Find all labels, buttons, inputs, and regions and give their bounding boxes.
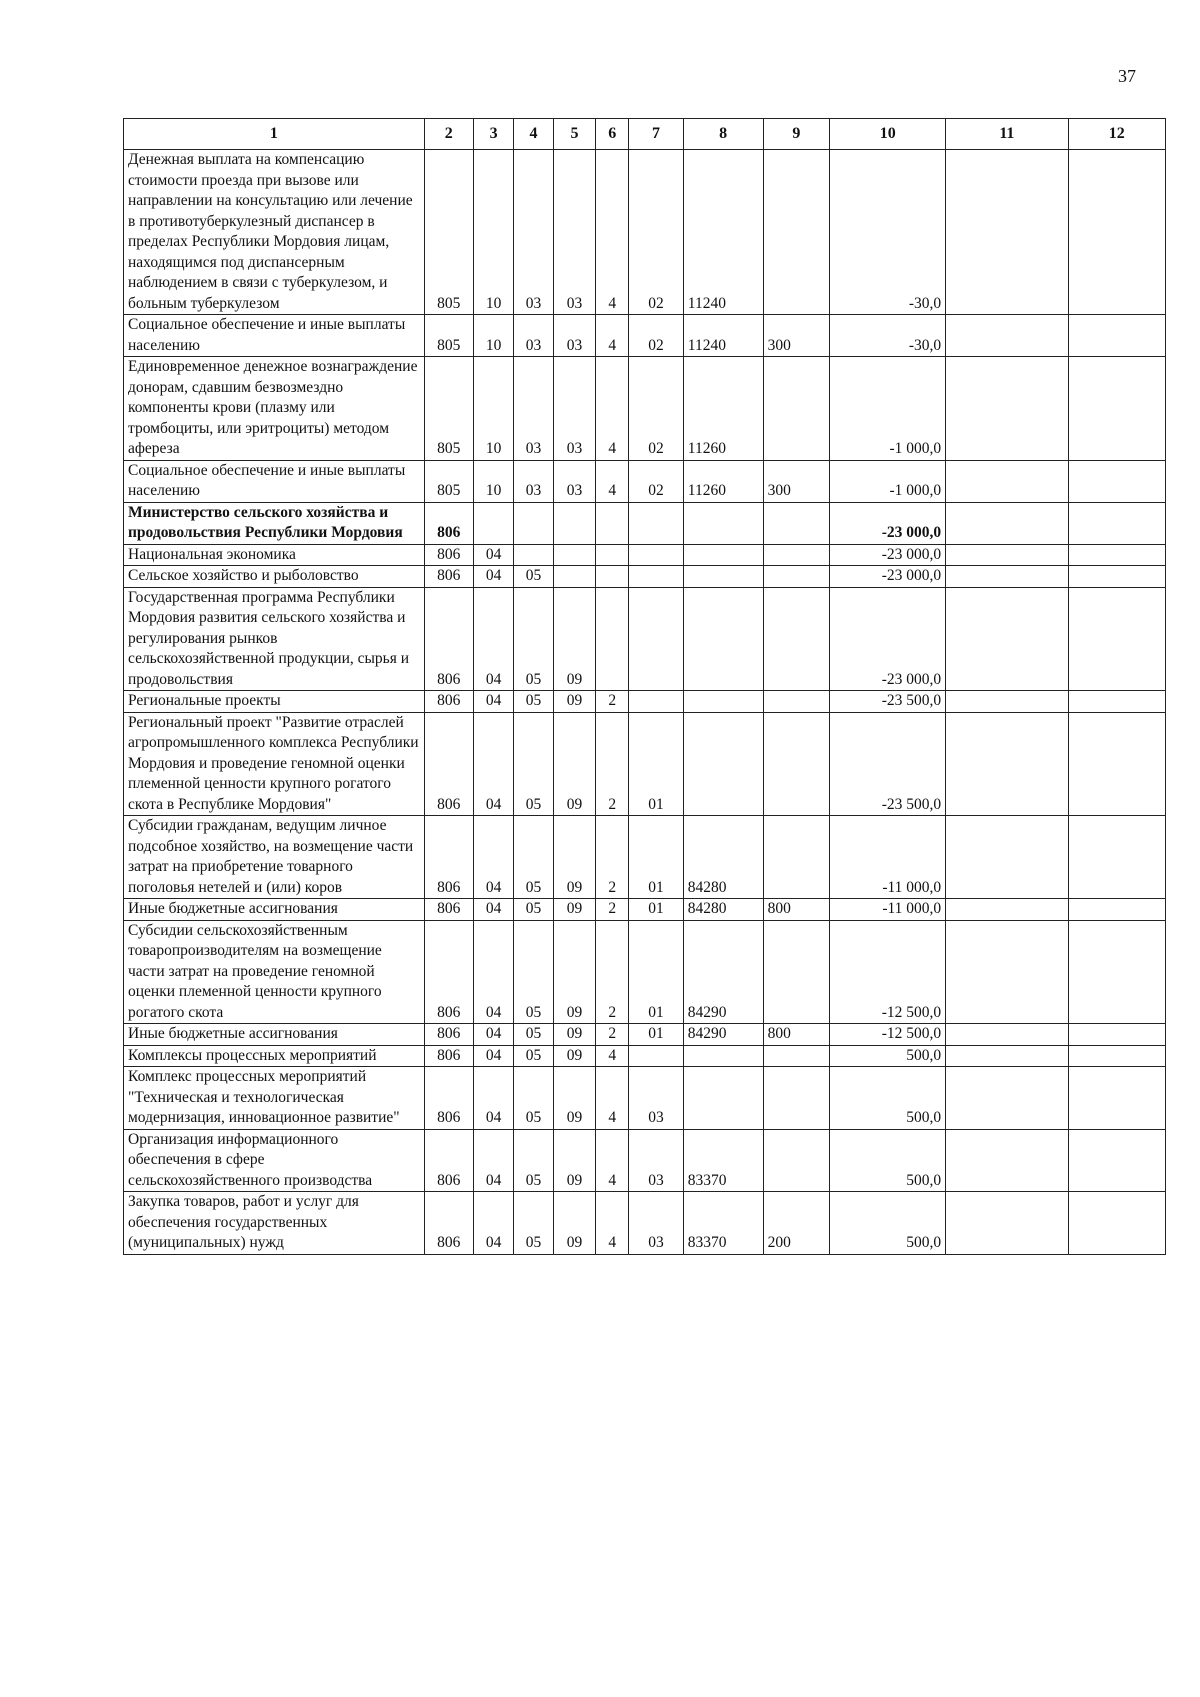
col12-cell xyxy=(1068,1045,1165,1067)
amount-cell: 500,0 xyxy=(830,1192,946,1255)
col11-cell xyxy=(946,1024,1068,1046)
col12-cell xyxy=(1068,899,1165,921)
code-pr: 05 xyxy=(514,587,553,691)
code-rz: 10 xyxy=(473,357,513,461)
code-gr: 805 xyxy=(424,150,473,315)
code-rz: 10 xyxy=(473,315,513,357)
amount-cell: -23 000,0 xyxy=(830,587,946,691)
code-pr: 05 xyxy=(514,566,553,588)
code-rz: 04 xyxy=(473,816,513,899)
table-row xyxy=(124,587,1166,691)
code-event: 01 xyxy=(629,712,684,816)
code-rz xyxy=(473,502,513,544)
code-rz: 04 xyxy=(473,920,513,1024)
code-subprogram xyxy=(596,502,629,544)
code-subprogram: 2 xyxy=(596,816,629,899)
item-name: Денежная выплата на компенсацию стоимости проезда при вызове или направлении на консультацию или лечение в противотуберкулезный диспансер в пределах Республики Мордовия лицам, находящимся под диспансерным наблюдением в связи с туберкулезом, и больным туберкулезом xyxy=(124,150,425,315)
col11-cell xyxy=(946,460,1068,502)
item-name: Закупка товаров, работ и услуг для обеспечения государственных (муниципальных) нужд xyxy=(124,1192,425,1255)
col11-cell xyxy=(946,899,1068,921)
amount-cell: -23 500,0 xyxy=(830,712,946,816)
col11-cell xyxy=(946,816,1068,899)
col12-cell xyxy=(1068,712,1165,816)
item-name: Субсидии гражданам, ведущим личное подсобное хозяйство, на возмещение части затрат на приобретение товарного поголовья нетелей и (или) коров xyxy=(124,816,425,899)
amount-cell: -23 000,0 xyxy=(830,566,946,588)
code-rz: 04 xyxy=(473,712,513,816)
code-subprogram: 4 xyxy=(596,357,629,461)
code-expense-type xyxy=(763,357,830,461)
code-program: 03 xyxy=(553,357,596,461)
code-gr: 806 xyxy=(424,691,473,713)
col12-cell xyxy=(1068,1024,1165,1046)
item-name: Министерство сельского хозяйства и продовольствия Республики Мордовия xyxy=(124,502,425,544)
code-gr: 806 xyxy=(424,920,473,1024)
col12-cell xyxy=(1068,357,1165,461)
col12-cell xyxy=(1068,460,1165,502)
header-cell: 1 xyxy=(124,119,425,150)
amount-cell: 500,0 xyxy=(830,1045,946,1067)
code-direction xyxy=(683,691,763,713)
item-name: Субсидии сельскохозяйственным товаропроизводителям на возмещение части затрат на проведение геномной оценки племенной ценности крупного рогатого скота xyxy=(124,920,425,1024)
amount-cell: -1 000,0 xyxy=(830,460,946,502)
code-expense-type xyxy=(763,150,830,315)
code-expense-type xyxy=(763,920,830,1024)
code-expense-type xyxy=(763,566,830,588)
code-pr xyxy=(514,502,553,544)
table-row xyxy=(124,920,1166,1024)
header-cell: 5 xyxy=(553,119,596,150)
code-event: 03 xyxy=(629,1129,684,1192)
amount-cell: -1 000,0 xyxy=(830,357,946,461)
code-pr: 05 xyxy=(514,712,553,816)
code-rz: 10 xyxy=(473,460,513,502)
header-cell: 3 xyxy=(473,119,513,150)
code-program: 09 xyxy=(553,920,596,1024)
code-pr: 05 xyxy=(514,1024,553,1046)
code-subprogram: 4 xyxy=(596,1129,629,1192)
table-row xyxy=(124,357,1166,461)
item-name: Сельское хозяйство и рыболовство xyxy=(124,566,425,588)
item-name: Региональные проекты xyxy=(124,691,425,713)
code-gr: 806 xyxy=(424,899,473,921)
item-name: Социальное обеспечение и иные выплаты населению xyxy=(124,460,425,502)
code-pr: 05 xyxy=(514,1067,553,1130)
code-event: 01 xyxy=(629,899,684,921)
code-gr: 806 xyxy=(424,587,473,691)
code-subprogram: 2 xyxy=(596,920,629,1024)
code-subprogram: 2 xyxy=(596,712,629,816)
table-row xyxy=(124,566,1166,588)
col11-cell xyxy=(946,712,1068,816)
col11-cell xyxy=(946,920,1068,1024)
code-gr: 805 xyxy=(424,460,473,502)
code-direction: 83370 xyxy=(683,1192,763,1255)
table-row xyxy=(124,315,1166,357)
code-rz: 04 xyxy=(473,566,513,588)
code-direction: 11240 xyxy=(683,315,763,357)
col11-cell xyxy=(946,587,1068,691)
code-event: 02 xyxy=(629,315,684,357)
code-subprogram xyxy=(596,566,629,588)
header-cell: 12 xyxy=(1068,119,1165,150)
code-rz: 04 xyxy=(473,899,513,921)
header-cell: 7 xyxy=(629,119,684,150)
code-expense-type: 200 xyxy=(763,1192,830,1255)
code-rz: 04 xyxy=(473,1192,513,1255)
code-direction xyxy=(683,544,763,566)
amount-cell: -12 500,0 xyxy=(830,920,946,1024)
table-row xyxy=(124,712,1166,816)
code-subprogram: 4 xyxy=(596,315,629,357)
code-expense-type xyxy=(763,587,830,691)
table-row xyxy=(124,502,1166,544)
item-name: Единовременное денежное вознаграждение донорам, сдавшим безвозмездно компоненты крови (плазму или тромбоциты, или эритроциты) методом афереза xyxy=(124,357,425,461)
code-direction xyxy=(683,1067,763,1130)
col11-cell xyxy=(946,1192,1068,1255)
code-expense-type xyxy=(763,712,830,816)
table-row xyxy=(124,150,1166,315)
code-gr: 805 xyxy=(424,357,473,461)
table-row xyxy=(124,1045,1166,1067)
code-event: 02 xyxy=(629,357,684,461)
header-cell: 8 xyxy=(683,119,763,150)
table-row xyxy=(124,1024,1166,1046)
code-gr: 806 xyxy=(424,1192,473,1255)
table-row xyxy=(124,460,1166,502)
item-name: Региональный проект "Развитие отраслей агропромышленного комплекса Республики Мордовия и проведение геномной оценки племенной ценности крупного рогатого скота в Республике Мордовия" xyxy=(124,712,425,816)
page-number: 37 xyxy=(1118,66,1136,86)
code-gr: 806 xyxy=(424,816,473,899)
code-expense-type: 300 xyxy=(763,315,830,357)
code-expense-type xyxy=(763,1129,830,1192)
code-expense-type: 800 xyxy=(763,1024,830,1046)
code-program: 09 xyxy=(553,1067,596,1130)
code-pr: 05 xyxy=(514,691,553,713)
code-direction xyxy=(683,502,763,544)
header-cell: 10 xyxy=(830,119,946,150)
code-program: 03 xyxy=(553,150,596,315)
table-row xyxy=(124,1192,1166,1255)
code-subprogram: 4 xyxy=(596,1045,629,1067)
code-subprogram xyxy=(596,587,629,691)
amount-cell: -11 000,0 xyxy=(830,816,946,899)
header-cell: 6 xyxy=(596,119,629,150)
code-gr: 806 xyxy=(424,1129,473,1192)
header-cell: 2 xyxy=(424,119,473,150)
code-pr: 03 xyxy=(514,460,553,502)
code-expense-type xyxy=(763,816,830,899)
code-program: 09 xyxy=(553,816,596,899)
item-name: Социальное обеспечение и иные выплаты населению xyxy=(124,315,425,357)
code-gr: 805 xyxy=(424,315,473,357)
amount-cell: -23 000,0 xyxy=(830,502,946,544)
code-program: 09 xyxy=(553,691,596,713)
col12-cell xyxy=(1068,1129,1165,1192)
code-program: 09 xyxy=(553,1045,596,1067)
code-rz: 04 xyxy=(473,1024,513,1046)
table-body xyxy=(124,150,1166,1255)
code-event: 02 xyxy=(629,460,684,502)
code-rz: 04 xyxy=(473,544,513,566)
code-subprogram: 2 xyxy=(596,899,629,921)
code-program: 09 xyxy=(553,899,596,921)
table-row xyxy=(124,691,1166,713)
code-rz: 04 xyxy=(473,1045,513,1067)
code-program: 03 xyxy=(553,460,596,502)
header-cell: 11 xyxy=(946,119,1068,150)
item-name: Национальная экономика xyxy=(124,544,425,566)
amount-cell: -30,0 xyxy=(830,150,946,315)
code-rz: 04 xyxy=(473,587,513,691)
item-name: Иные бюджетные ассигнования xyxy=(124,899,425,921)
header-cell: 4 xyxy=(514,119,553,150)
item-name: Организация информационного обеспечения в сфере сельскохозяйственного производства xyxy=(124,1129,425,1192)
code-pr: 03 xyxy=(514,150,553,315)
col11-cell xyxy=(946,150,1068,315)
code-direction: 84290 xyxy=(683,1024,763,1046)
code-event xyxy=(629,587,684,691)
code-pr: 05 xyxy=(514,1129,553,1192)
code-event: 03 xyxy=(629,1067,684,1130)
code-rz: 04 xyxy=(473,691,513,713)
amount-cell: -30,0 xyxy=(830,315,946,357)
code-pr: 03 xyxy=(514,357,553,461)
code-event: 01 xyxy=(629,816,684,899)
code-event: 02 xyxy=(629,150,684,315)
code-gr: 806 xyxy=(424,502,473,544)
col11-cell xyxy=(946,502,1068,544)
code-event: 03 xyxy=(629,1192,684,1255)
item-name: Государственная программа Республики Мордовия развития сельского хозяйства и регулирования рынков сельскохозяйственной продукции, сырья и продовольствия xyxy=(124,587,425,691)
code-program xyxy=(553,566,596,588)
code-subprogram: 4 xyxy=(596,1192,629,1255)
code-gr: 806 xyxy=(424,712,473,816)
code-direction xyxy=(683,712,763,816)
code-direction xyxy=(683,566,763,588)
amount-cell: -23 000,0 xyxy=(830,544,946,566)
code-gr: 806 xyxy=(424,1067,473,1130)
code-subprogram: 2 xyxy=(596,691,629,713)
code-event: 01 xyxy=(629,1024,684,1046)
code-pr: 05 xyxy=(514,920,553,1024)
col12-cell xyxy=(1068,544,1165,566)
item-name: Комплекс процессных мероприятий "Техническая и технологическая модернизация, инновационное развитие" xyxy=(124,1067,425,1130)
col12-cell xyxy=(1068,691,1165,713)
code-program: 09 xyxy=(553,587,596,691)
code-event xyxy=(629,1045,684,1067)
amount-cell: -23 500,0 xyxy=(830,691,946,713)
code-direction: 83370 xyxy=(683,1129,763,1192)
col11-cell xyxy=(946,315,1068,357)
item-name: Комплексы процессных мероприятий xyxy=(124,1045,425,1067)
table-row xyxy=(124,816,1166,899)
code-direction: 84290 xyxy=(683,920,763,1024)
code-direction: 84280 xyxy=(683,899,763,921)
col12-cell xyxy=(1068,587,1165,691)
col12-cell xyxy=(1068,150,1165,315)
code-expense-type xyxy=(763,544,830,566)
code-expense-type xyxy=(763,1067,830,1130)
amount-cell: -12 500,0 xyxy=(830,1024,946,1046)
code-direction: 11260 xyxy=(683,460,763,502)
code-event xyxy=(629,566,684,588)
col11-cell xyxy=(946,691,1068,713)
col11-cell xyxy=(946,1129,1068,1192)
code-expense-type: 300 xyxy=(763,460,830,502)
col12-cell xyxy=(1068,1067,1165,1130)
code-program xyxy=(553,544,596,566)
code-pr: 05 xyxy=(514,1192,553,1255)
code-gr: 806 xyxy=(424,1024,473,1046)
table-row xyxy=(124,544,1166,566)
code-pr: 05 xyxy=(514,816,553,899)
code-subprogram: 4 xyxy=(596,1067,629,1130)
col11-cell xyxy=(946,566,1068,588)
code-subprogram: 4 xyxy=(596,460,629,502)
col12-cell xyxy=(1068,502,1165,544)
col12-cell xyxy=(1068,816,1165,899)
code-pr: 03 xyxy=(514,315,553,357)
header-cell: 9 xyxy=(763,119,830,150)
code-direction: 11240 xyxy=(683,150,763,315)
table-row xyxy=(124,1067,1166,1130)
code-program: 09 xyxy=(553,1024,596,1046)
col12-cell xyxy=(1068,315,1165,357)
amount-cell: 500,0 xyxy=(830,1067,946,1130)
amount-cell: 500,0 xyxy=(830,1129,946,1192)
col12-cell xyxy=(1068,566,1165,588)
col12-cell xyxy=(1068,1192,1165,1255)
code-subprogram: 2 xyxy=(596,1024,629,1046)
code-gr: 806 xyxy=(424,566,473,588)
code-gr: 806 xyxy=(424,544,473,566)
code-rz: 04 xyxy=(473,1067,513,1130)
code-program: 09 xyxy=(553,1192,596,1255)
col11-cell xyxy=(946,544,1068,566)
code-program: 09 xyxy=(553,1129,596,1192)
code-rz: 04 xyxy=(473,1129,513,1192)
code-expense-type: 800 xyxy=(763,899,830,921)
col12-cell xyxy=(1068,920,1165,1024)
code-direction: 84280 xyxy=(683,816,763,899)
code-direction: 11260 xyxy=(683,357,763,461)
code-subprogram: 4 xyxy=(596,150,629,315)
budget-table xyxy=(123,118,1166,1255)
code-direction xyxy=(683,587,763,691)
col11-cell xyxy=(946,1045,1068,1067)
code-event: 01 xyxy=(629,920,684,1024)
code-program: 09 xyxy=(553,712,596,816)
code-expense-type xyxy=(763,691,830,713)
code-program: 03 xyxy=(553,315,596,357)
amount-cell: -11 000,0 xyxy=(830,899,946,921)
code-event xyxy=(629,502,684,544)
code-direction xyxy=(683,1045,763,1067)
code-event xyxy=(629,544,684,566)
code-program xyxy=(553,502,596,544)
item-name: Иные бюджетные ассигнования xyxy=(124,1024,425,1046)
header-row xyxy=(124,119,1166,150)
code-pr: 05 xyxy=(514,899,553,921)
code-event xyxy=(629,691,684,713)
code-gr: 806 xyxy=(424,1045,473,1067)
col11-cell xyxy=(946,1067,1068,1130)
table-row xyxy=(124,899,1166,921)
code-expense-type xyxy=(763,502,830,544)
code-pr xyxy=(514,544,553,566)
code-rz: 10 xyxy=(473,150,513,315)
col11-cell xyxy=(946,357,1068,461)
code-subprogram xyxy=(596,544,629,566)
code-pr: 05 xyxy=(514,1045,553,1067)
code-expense-type xyxy=(763,1045,830,1067)
table-row xyxy=(124,1129,1166,1192)
